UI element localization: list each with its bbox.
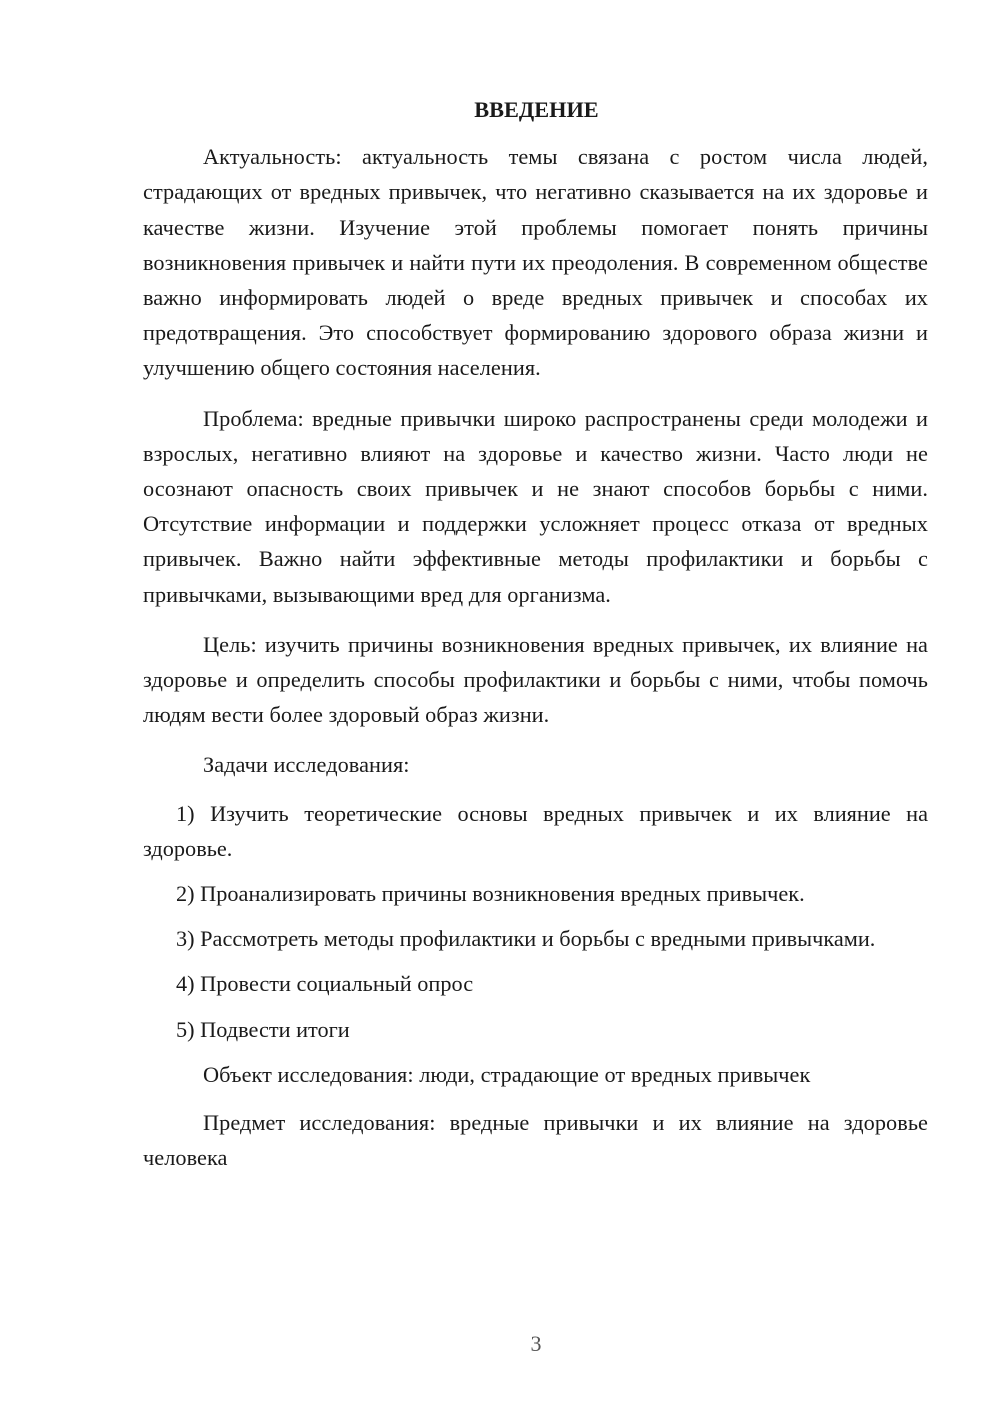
goal-paragraph: Цель: изучить причины возникновения вредных привычек, их влияние на здоровье и определить способы профилактики и борьбы с ними, чтобы помочь людям вести более здоровый образ жизни. bbox=[143, 631, 928, 728]
task-item-4: 4) Провести социальный опрос bbox=[176, 971, 474, 997]
section-title: ВВЕДЕНИЕ bbox=[474, 97, 599, 122]
problem-paragraph: Проблема: вредные привычки широко распространены среди молодежи и взрослых, негативно влияют на здоровье и качество жизни. Часто люди не осознают опасность своих привычек и не знают способов борьбы с ними. Отсутствие информации и поддержки усложняет процесс отказа от вредных привычек. Важно найти эффективные методы профилактики и борьбы с привычками, вызывающими вред для организма. bbox=[143, 405, 928, 607]
page-number: 3 bbox=[530, 1331, 542, 1356]
relevance-paragraph: Актуальность: актуальность темы связана с ростом числа людей, страдающих от вредных привычек, что негативно сказывается на их здоровье и качестве жизни. Изучение этой проблемы помогает понять причины возникновения привычек и найти пути их преодоления. В современном обществе важно информировать людей о вреде вредных привычек и способах их предотвращения. Это способствует формированию здорового образа жизни и улучшению общего состояния населения. bbox=[143, 144, 928, 381]
task-item-1: 1) Изучить теоретические основы вредных привычек и их влияние на здоровье. bbox=[143, 800, 928, 861]
tasks-heading: Задачи исследования: bbox=[203, 752, 410, 778]
research-subject: Предмет исследования: вредные привычки и их влияние на здоровье человека bbox=[143, 1110, 928, 1171]
task-item-3: 3) Рассмотреть методы профилактики и борьбы с вредными привычками. bbox=[176, 926, 876, 952]
research-object: Объект исследования: люди, страдающие от вредных привычек bbox=[203, 1061, 811, 1087]
task-item-2: 2) Проанализировать причины возникновения вредных привычек. bbox=[176, 881, 805, 907]
task-item-5: 5) Подвести итоги bbox=[176, 1016, 350, 1042]
document-page bbox=[143, 92, 928, 1190]
